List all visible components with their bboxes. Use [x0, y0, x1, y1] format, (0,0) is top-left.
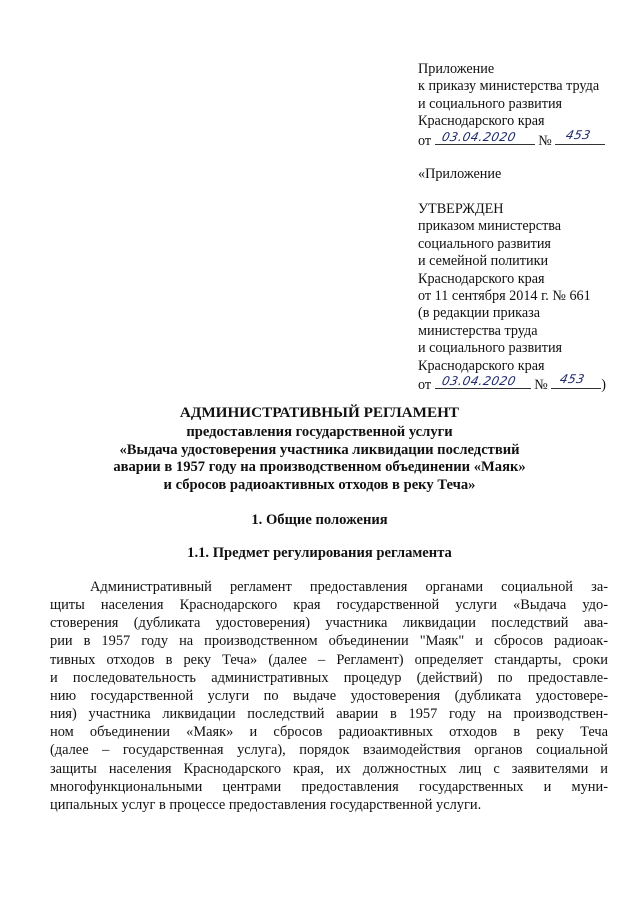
approved-line: УТВЕРЖДЕН: [418, 201, 504, 217]
paragraph-line: нию государственной услуги по выдаче удостоверения (дубликата удостовере-: [50, 687, 608, 704]
appendix-header: [418, 61, 633, 150]
handwritten-date: 03.04.2020: [440, 374, 518, 389]
paragraph-line: (далее – государственная услуга), порядок взаимодействия органов социальной: [50, 742, 608, 759]
paragraph-line: Административный регламент предоставления органами социальной за-: [90, 579, 608, 595]
document-subtitle: предоставления государственной услуги «Выдача удостоверения участника ликвидации последствий аварии в 1957 году на производственном объединении «Маяк» и сбросов радиоактивных отходов в реку Теча»: [113, 424, 526, 493]
paragraph-line: ципальных услуг в процессе предоставления государственной услуги.: [50, 796, 482, 813]
handwritten-date: 03.04.2020: [440, 129, 518, 144]
approved-line: приказом министерства: [418, 218, 562, 235]
approved-line: социального развития: [418, 235, 551, 252]
header-line: к приказу министерства труда: [418, 78, 600, 95]
paragraph-line: ном объединении «Маяк» и сбросов радиоактивных отходов в реку Теча: [50, 724, 608, 741]
document-title: АДМИНИСТРАТИВНЫЙ РЕГЛАМЕНТ: [179, 404, 460, 421]
paragraph-line: рии в 1957 году на производственном объединении "Маяк" и сбросов радиоак-: [50, 633, 608, 650]
body-paragraph: [50, 578, 608, 814]
header-line: Приложение: [418, 61, 495, 77]
handwritten-number: 453: [564, 127, 593, 142]
header-line: Краснодарского края: [418, 113, 545, 130]
approved-line: министерства труда: [418, 322, 538, 339]
prilozhenie-label: «Приложение: [418, 166, 502, 182]
section-heading: 1. Общие положения: [251, 512, 388, 528]
paragraph-line: щиты населения Краснодарского края государственной услуги «Выдача удо-: [50, 597, 608, 614]
header-line: и социального развития: [418, 95, 563, 112]
approved-line: и социального развития: [418, 340, 563, 357]
approved-line: и семейной политики: [418, 253, 549, 270]
approved-block: [418, 201, 633, 394]
approved-line: от 11 сентября 2014 г. № 661: [418, 288, 591, 305]
paragraph-line: ния) участника ликвидации последствий аварии в 1957 году на производствен-: [50, 706, 608, 723]
paragraph-line: тивных отходов в реку Теча» (далее – Регламент) определяет стандарты, сроки: [50, 651, 608, 668]
paragraph-line: стоверения (дубликата удостоверения) участника ликвидации последствий ава-: [50, 615, 608, 632]
order-date-line: от № 03.04.2020 453: [418, 131, 633, 150]
paragraph-line: и последовательность административных процедур (действий) по предоставле-: [50, 669, 608, 686]
approved-line: Краснодарского края: [418, 270, 545, 287]
approved-line: Краснодарского края: [418, 357, 545, 374]
paragraph-line: защиты населения Краснодарского края, их должностных лиц с заявителями и: [50, 760, 608, 777]
paragraph-line: многофункциональными центрами предоставления государственных и муни-: [50, 778, 608, 795]
approved-date-line: от № ) 03.04.2020 453: [418, 372, 607, 394]
handwritten-number: 453: [558, 372, 587, 387]
approved-line: (в редакции приказа: [418, 305, 541, 322]
subsection-heading: 1.1. Предмет регулирования регламента: [187, 545, 452, 561]
